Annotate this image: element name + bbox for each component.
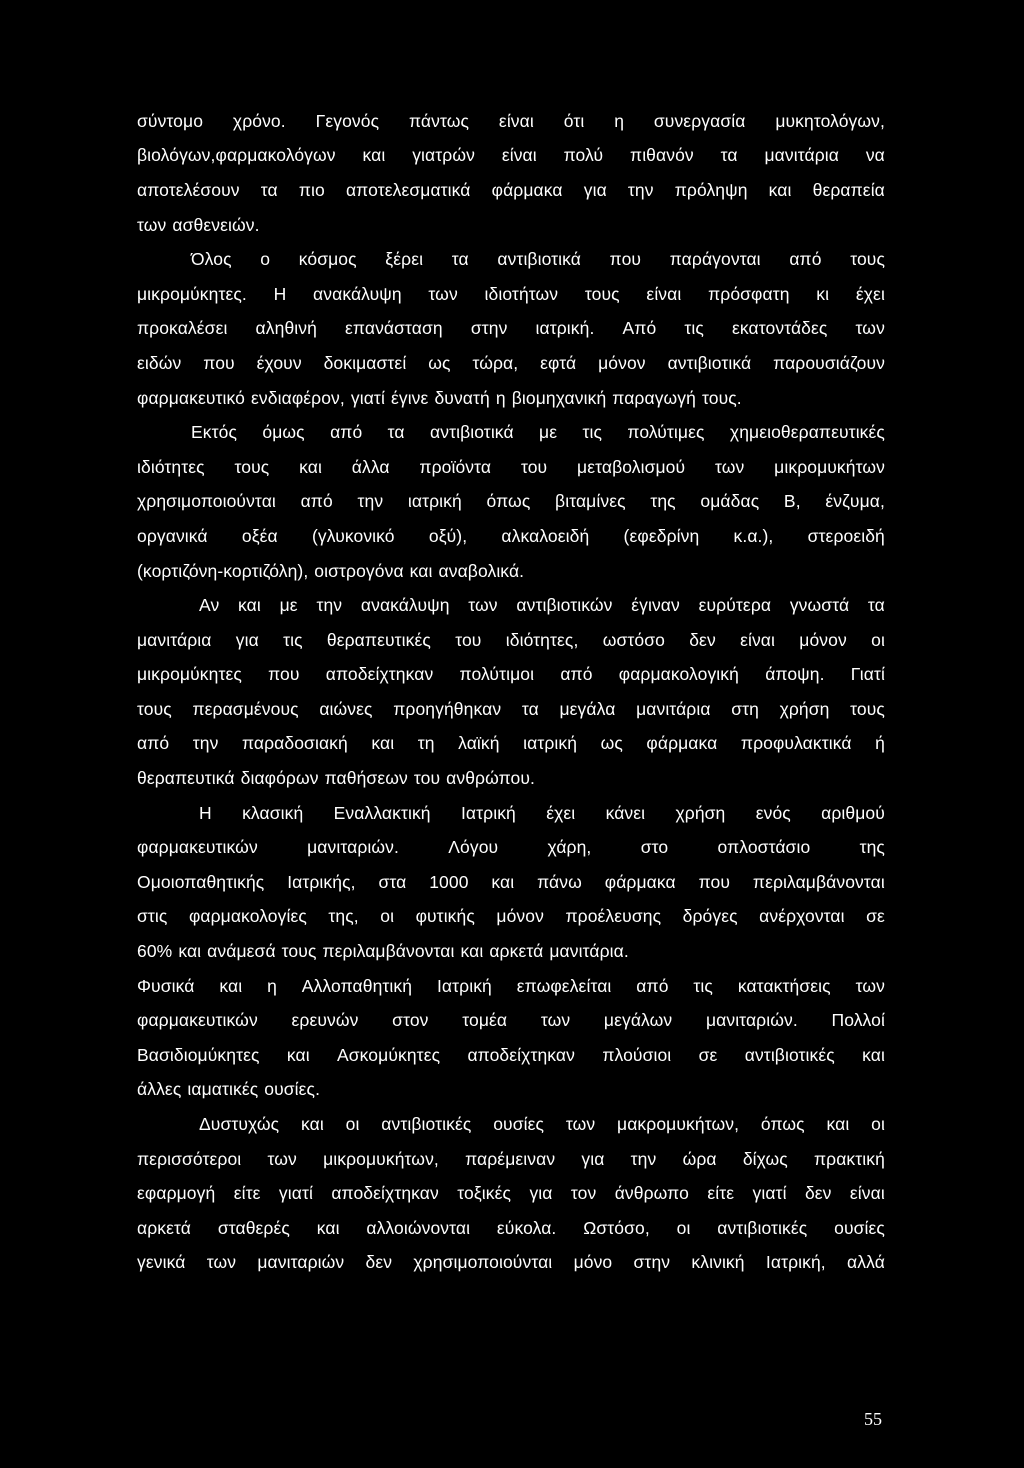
text-line: τους περασμένους αιώνες προηγήθηκαν τα μεγάλα μανιτάρια στη χρήση τους xyxy=(137,698,885,719)
text-line: μικρομύκητες που αποδείχτηκαν πολύτιμοι από φαρμακολογική άποψη. Γιατί xyxy=(137,664,885,685)
text-line: Η κλασική Εναλλακτική Ιατρική έχει κάνει χρήση ενός αριθμού xyxy=(199,802,885,823)
text-line: θεραπευτικά διαφόρων παθήσεων του ανθρώπου. xyxy=(137,768,535,789)
text-line: φαρμακευτικών ερευνών στον τομέα των μεγάλων μανιταριών. Πολλοί xyxy=(137,1010,885,1031)
text-line: αρκετά σταθερές και αλλοιώνονται εύκολα. Ωστόσο, οι αντιβιοτικές ουσίες xyxy=(137,1217,885,1238)
text-line: οργανικά οξέα (γλυκονικό οξύ), αλκαλοειδή (εφεδρίνη κ.α.), στεροειδή xyxy=(137,525,885,546)
text-line: μανιτάρια για τις θεραπευτικές του ιδιότητες, ωστόσο δεν είναι μόνον οι xyxy=(137,629,885,650)
text-line: χρησιμοποιούνται από την ιατρική όπως βιταμίνες της ομάδας Β, ένζυμα, xyxy=(137,491,885,512)
text-line: προκαλέσει αληθινή επανάσταση στην ιατρική. Από τις εκατοντάδες των xyxy=(137,318,885,339)
text-line: από την παραδοσιακή και τη λαϊκή ιατρική ως φάρμακα προφυλακτικά ή xyxy=(137,733,885,754)
text-line: άλλες ιαματικές ουσίες. xyxy=(137,1079,321,1100)
text-line: σύντομο χρόνο. Γεγονός πάντως είναι ότι η συνεργασία μυκητολόγων, xyxy=(137,110,885,131)
text-line: Βασιδιομύκητες και Ασκομύκητες αποδείχτηκαν πλούσιοι σε αντιβιοτικές και xyxy=(137,1044,885,1065)
text-line: των ασθενειών. xyxy=(137,214,260,235)
text-line: αποτελέσουν τα πιο αποτελεσματικά φάρμακα για την πρόληψη και θεραπεία xyxy=(137,179,885,200)
text-line: ιδιότητες τους και άλλα προϊόντα του μεταβολισμού των μικρομυκήτων xyxy=(137,456,885,477)
text-line: Αν και με την ανακάλυψη των αντιβιοτικών έγιναν ευρύτερα γνωστά τα xyxy=(199,595,885,616)
text-line: μικρομύκητες. Η ανακάλυψη των ιδιοτήτων τους είναι πρόσφατη κι έχει xyxy=(137,283,885,304)
text-line: φαρμακευτικό ενδιαφέρον, γιατί έγινε δυνατή η βιομηχανική παραγωγή τους. xyxy=(137,387,742,408)
text-line: περισσότεροι των μικρομυκήτων, παρέμειναν για την ώρα δίχως πρακτική xyxy=(137,1148,885,1169)
text-line: ειδών που έχουν δοκιμαστεί ως τώρα, εφτά μόνον αντιβιοτικά παρουσιάζουν xyxy=(137,352,885,373)
text-line: Όλος ο κόσμος ξέρει τα αντιβιοτικά που παράγονται από τους xyxy=(191,249,885,270)
text-line: 60% και ανάμεσά τους περιλαμβάνονται και αρκετά μανιτάρια. xyxy=(137,941,629,962)
text-line: Φυσικά και η Αλλοπαθητική Ιατρική επωφελείται από τις κατακτήσεις των xyxy=(137,975,885,996)
text-line: Ομοιοπαθητικής Ιατρικής, στα 1000 και πάνω φάρμακα που περιλαμβάνονται xyxy=(137,871,885,892)
text-line: βιολόγων,φαρμακολόγων και γιατρών είναι πολύ πιθανόν τα μανιτάρια να xyxy=(137,145,885,166)
text-line: εφαρμογή είτε γιατί αποδείχτηκαν τοξικές για τον άνθρωπο είτε γιατί δεν είναι xyxy=(137,1183,885,1204)
text-line: Δυστυχώς και οι αντιβιοτικές ουσίες των μακρομυκήτων, όπως και οι xyxy=(199,1114,885,1135)
text-line: στις φαρμακολογίες της, οι φυτικής μόνον προέλευσης δρόγες ανέρχονται σε xyxy=(137,906,885,927)
text-line: Εκτός όμως από τα αντιβιοτικά με τις πολύτιμες χημειοθεραπευτικές xyxy=(191,422,885,443)
text-line: φαρμακευτικών μανιταριών. Λόγου χάρη, στο οπλοστάσιο της xyxy=(137,837,885,858)
text-line: (κορτιζόνη-κορτιζόλη), οιστρογόνα και αναβολικά. xyxy=(137,560,525,581)
page-number: 55 xyxy=(864,1409,882,1429)
document-body xyxy=(137,104,885,1280)
text-line: γενικά των μανιταριών δεν χρησιμοποιούνται μόνο στην κλινική Ιατρική, αλλά xyxy=(137,1252,885,1273)
